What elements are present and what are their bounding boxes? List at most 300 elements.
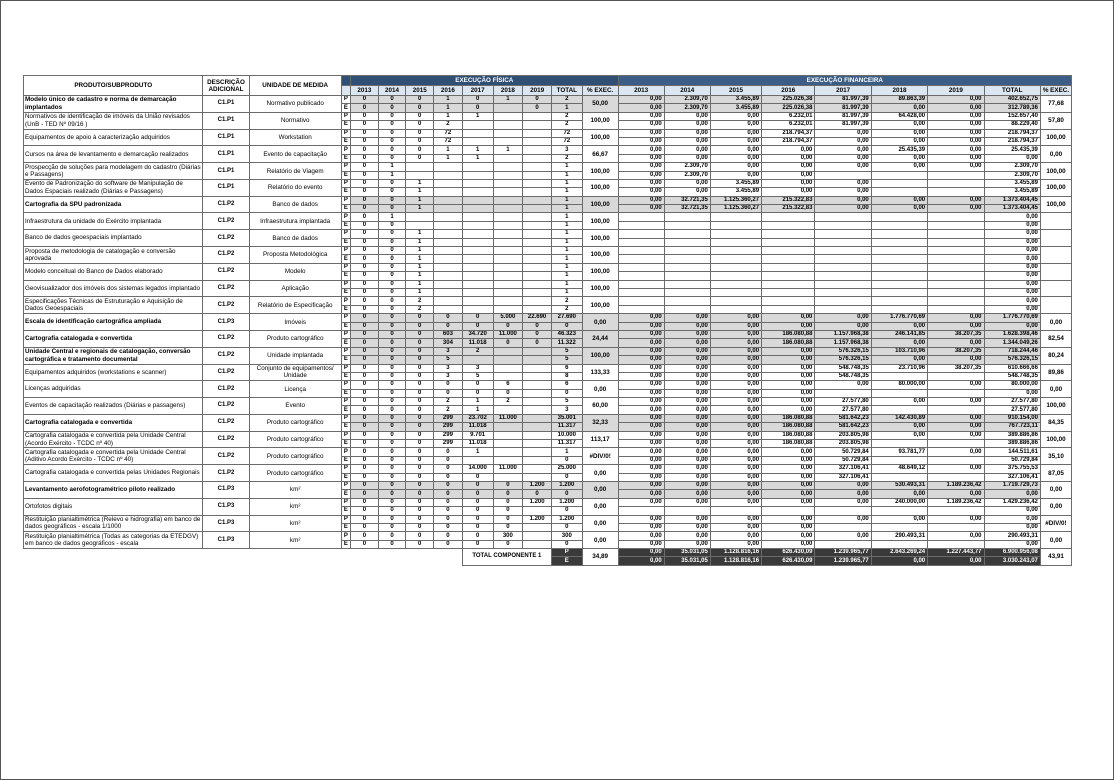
physical-value (493, 112, 523, 120)
financial-value: 0,00 (664, 456, 710, 464)
financial-value: 0,00 (928, 381, 984, 389)
physical-total: 300 (551, 532, 582, 540)
physical-value: 0 (378, 473, 406, 481)
financial-value: 0,00 (762, 356, 815, 364)
financial-value: 0,00 (815, 515, 871, 523)
financial-value: 0,00 (618, 498, 664, 506)
physical-value: 0 (406, 137, 434, 145)
product-name: Cartografia catalogada e convertida pelas Unidades Regionais (24, 465, 203, 482)
physical-total: 1 (551, 255, 582, 263)
financial-value (762, 263, 815, 271)
financial-value (928, 263, 984, 271)
financial-value: 0,00 (618, 104, 664, 112)
financial-pct: 84,35 (1040, 414, 1071, 431)
physical-value: 0 (351, 146, 379, 154)
financial-total: 389.886,86 (984, 440, 1040, 448)
financial-total: 3.455,89 (984, 179, 1040, 187)
physical-value: 0 (351, 498, 379, 506)
physical-value: 0 (378, 179, 406, 187)
financial-value: 0,00 (871, 356, 927, 364)
financial-value (762, 213, 815, 221)
financial-value: 0,00 (928, 146, 984, 154)
financial-value: 50.729,84 (815, 456, 871, 464)
physical-pct: 0,00 (582, 532, 618, 549)
financial-value (664, 247, 710, 255)
physical-value: 0 (434, 473, 463, 481)
physical-value (493, 297, 523, 305)
physical-value: 0 (378, 372, 406, 380)
physical-value (462, 137, 493, 145)
total-financial-value: 1.128.816,16 (710, 549, 761, 557)
unit-of-measure: Normativo (249, 112, 341, 129)
financial-value: 0,00 (618, 96, 664, 104)
financial-value (618, 297, 664, 305)
financial-value: 0,00 (815, 498, 871, 506)
physical-value: 1 (462, 398, 493, 406)
physical-value (523, 205, 552, 213)
physical-value (523, 154, 552, 162)
financial-total: 0,00 (984, 288, 1040, 296)
financial-value: 0,00 (762, 179, 815, 187)
physical-value: 3 (434, 364, 463, 372)
total-financial-value: 35.031,05 (664, 557, 710, 565)
unit-of-measure: Produto cartográfico (249, 448, 341, 465)
financial-value: 0,00 (710, 137, 761, 145)
financial-value: 0,00 (618, 356, 664, 364)
financial-value: 0,00 (664, 490, 710, 498)
financial-value: 48.649,12 (871, 465, 927, 473)
financial-value: 0,00 (618, 112, 664, 120)
financial-pct: 100,00 (1040, 196, 1071, 213)
product-name: Eventos de capacitação realizados (Diárias e passagens) (24, 398, 203, 415)
physical-value (434, 163, 463, 171)
financial-value (815, 523, 871, 531)
financial-total: 910.154,00 (984, 414, 1040, 422)
financial-value: 0,00 (871, 196, 927, 204)
product-name: Levantamento aerofotogramétrico piloto realizado (24, 481, 203, 498)
table-row (24, 96, 1072, 104)
unit-of-measure: Relatório de Especificação (249, 297, 341, 314)
physical-value: 0 (406, 129, 434, 137)
description-code: C1.P2 (203, 330, 249, 347)
physical-value: 2 (406, 297, 434, 305)
financial-value (664, 238, 710, 246)
financial-value: 0,00 (762, 314, 815, 322)
physical-value: 0 (406, 456, 434, 464)
financial-value (618, 288, 664, 296)
physical-value: 0 (351, 96, 379, 104)
financial-value: 0,00 (618, 481, 664, 489)
physical-value: 0 (351, 154, 379, 162)
physical-value (523, 507, 552, 515)
physical-value: 0 (434, 456, 463, 464)
financial-value (928, 406, 984, 414)
plan-exec-marker: P (341, 146, 350, 154)
plan-exec-marker: E (341, 540, 350, 548)
financial-value: 0,00 (928, 205, 984, 213)
header-pct-fisica: % EXEC. (582, 86, 618, 96)
financial-value (618, 280, 664, 288)
financial-value: 0,00 (710, 322, 761, 330)
description-code: C1.P2 (203, 263, 249, 280)
financial-total: 2.309,70 (984, 163, 1040, 171)
physical-value (493, 356, 523, 364)
financial-value: 32.721,35 (664, 205, 710, 213)
product-name: Modelo único de cadastro e norma de demarcação implantados (24, 96, 203, 113)
physical-value: 0 (351, 372, 379, 380)
plan-exec-marker: E (341, 171, 350, 179)
physical-pct: 100,00 (582, 112, 618, 129)
physical-pct: 100,00 (582, 163, 618, 180)
financial-value: 3.455,89 (710, 104, 761, 112)
financial-value: 0,00 (815, 314, 871, 322)
total-financial-value: 2.643.269,24 (871, 549, 927, 557)
physical-value: 1 (406, 280, 434, 288)
financial-total: 402.652,75 (984, 96, 1040, 104)
physical-pct: 0,00 (582, 465, 618, 482)
physical-value (493, 137, 523, 145)
financial-value (928, 188, 984, 196)
physical-value: 0 (351, 414, 379, 422)
total-pe-marker: E (551, 557, 582, 565)
unit-of-measure: Produto cartográfico (249, 431, 341, 448)
plan-exec-marker: E (341, 272, 350, 280)
header-year-financeira: 2014 (664, 86, 710, 96)
physical-value: 0 (351, 263, 379, 271)
plan-exec-marker: P (341, 96, 350, 104)
physical-value (493, 406, 523, 414)
financial-value: 0,00 (664, 347, 710, 355)
financial-value (815, 297, 871, 305)
financial-value (710, 221, 761, 229)
physical-value: 0 (351, 104, 379, 112)
physical-value: 1 (378, 171, 406, 179)
financial-value: 0,00 (664, 540, 710, 548)
physical-value: 0 (351, 205, 379, 213)
physical-value: 2 (434, 121, 463, 129)
financial-value: 0,00 (664, 339, 710, 347)
header-year-fisica: 2018 (493, 86, 523, 96)
financial-value: 0,00 (871, 163, 927, 171)
financial-value: 0,00 (618, 171, 664, 179)
financial-value: 186.080,88 (762, 414, 815, 422)
unit-of-measure: Modelo (249, 263, 341, 280)
physical-value (523, 414, 552, 422)
plan-exec-marker: E (341, 356, 350, 364)
total-financial-total: 3.030.243,07 (984, 557, 1040, 565)
financial-value: 240.000,00 (871, 498, 927, 506)
physical-pct: 100,00 (582, 196, 618, 213)
physical-value: 0 (406, 540, 434, 548)
product-name: Prospecção de soluções para modelagem do cadastro (Diárias e Passagens) (24, 163, 203, 180)
description-code: C1.P2 (203, 213, 249, 230)
physical-value (462, 272, 493, 280)
physical-value: 1 (434, 96, 463, 104)
physical-value: 1 (462, 406, 493, 414)
physical-pct: 50,00 (582, 96, 618, 113)
financial-value: 0,00 (928, 104, 984, 112)
physical-value (493, 129, 523, 137)
financial-value (928, 230, 984, 238)
financial-value: 0,00 (762, 473, 815, 481)
physical-value (434, 238, 463, 246)
unit-of-measure: km² (249, 532, 341, 549)
physical-value (493, 230, 523, 238)
header-year-financeira: 2019 (928, 86, 984, 96)
financial-value: 0,00 (710, 314, 761, 322)
financial-value: 0,00 (664, 389, 710, 397)
physical-value: 0 (351, 473, 379, 481)
product-name: Restituição planialtimétrica (Todas as categorias da ETEDGV) em banco de dados geográficos - escala (24, 532, 203, 549)
financial-value: 0,00 (762, 523, 815, 531)
financial-value (871, 238, 927, 246)
physical-value (493, 238, 523, 246)
table-row (24, 112, 1072, 120)
plan-exec-marker: P (341, 532, 350, 540)
physical-value: 11.000 (493, 465, 523, 473)
product-name: Restituição planialtimétrica (Relevo e hidrografia) em banco de dados geográficos - escala 1/1000 (24, 515, 203, 532)
header-unidade: UNIDADE DE MEDIDA (249, 76, 341, 96)
financial-value: 0,00 (618, 414, 664, 422)
description-code: C1.P1 (203, 146, 249, 163)
physical-pct: 100,00 (582, 247, 618, 264)
unit-of-measure: Banco de dados (249, 196, 341, 213)
financial-value: 0,00 (928, 431, 984, 439)
financial-value (664, 297, 710, 305)
financial-value: 576.326,15 (815, 347, 871, 355)
header-total-financeira: TOTAL (984, 86, 1040, 96)
physical-value: 0 (523, 339, 552, 347)
financial-value (871, 221, 927, 229)
physical-value: 0 (434, 389, 463, 397)
total-financial-value: 626.430,09 (762, 557, 815, 565)
description-code: C1.P1 (203, 96, 249, 113)
financial-value: 6.232,01 (762, 112, 815, 120)
table-row (24, 465, 1072, 473)
physical-total: 72 (551, 129, 582, 137)
financial-value (871, 507, 927, 515)
financial-value: 89.863,39 (871, 96, 927, 104)
physical-total: 8 (551, 372, 582, 380)
physical-total: 5 (551, 347, 582, 355)
physical-value: 0 (493, 523, 523, 531)
financial-value: 0,00 (618, 532, 664, 540)
physical-value: 0 (351, 238, 379, 246)
physical-total: 2 (551, 112, 582, 120)
description-code: C1.P3 (203, 314, 249, 331)
financial-value: 0,00 (618, 398, 664, 406)
financial-value (762, 247, 815, 255)
financial-value: 0,00 (815, 188, 871, 196)
financial-value: 218.794,37 (762, 137, 815, 145)
financial-value: 142.430,89 (871, 414, 927, 422)
physical-total: 2 (551, 297, 582, 305)
header-year-financeira: 2013 (618, 86, 664, 96)
physical-total: 2 (551, 96, 582, 104)
physical-value (434, 196, 463, 204)
financial-value: 81.997,39 (815, 104, 871, 112)
financial-value: 0,00 (710, 129, 761, 137)
financial-value (871, 230, 927, 238)
financial-value: 218.794,37 (762, 129, 815, 137)
financial-value (928, 179, 984, 187)
financial-value (618, 507, 664, 515)
table-row (24, 364, 1072, 372)
physical-value (523, 423, 552, 431)
product-name: Cursos na área de levantamento e demarcação realizados (24, 146, 203, 163)
physical-value: 1 (462, 112, 493, 120)
physical-value: 5 (462, 372, 493, 380)
physical-value (493, 440, 523, 448)
physical-value: 0 (378, 205, 406, 213)
financial-value (871, 456, 927, 464)
financial-pct: 100,00 (1040, 179, 1071, 196)
plan-exec-marker: P (341, 398, 350, 406)
physical-value: 0 (406, 473, 434, 481)
physical-value (523, 272, 552, 280)
physical-value: 0 (378, 230, 406, 238)
physical-value: 1 (406, 263, 434, 271)
plan-exec-marker: P (341, 213, 350, 221)
physical-value: 0 (378, 339, 406, 347)
plan-exec-marker: E (341, 104, 350, 112)
financial-value: 0,00 (710, 372, 761, 380)
unit-of-measure: Proposta Metodológica (249, 247, 341, 264)
physical-value (493, 205, 523, 213)
financial-value: 0,00 (762, 389, 815, 397)
product-name: Geovisualizador dos imóveis dos sistemas legados implantado (24, 280, 203, 297)
plan-exec-marker: E (341, 255, 350, 263)
financial-value (618, 272, 664, 280)
financial-total: 312.789,36 (984, 104, 1040, 112)
financial-pct: 0,00 (1040, 381, 1071, 398)
financial-value (762, 221, 815, 229)
physical-value (493, 104, 523, 112)
financial-value: 3.455,89 (710, 179, 761, 187)
physical-pct: 113,17 (582, 431, 618, 448)
physical-value: 1 (406, 188, 434, 196)
physical-value: 72 (434, 137, 463, 145)
physical-pct: 60,00 (582, 398, 618, 415)
financial-total: 1.628.398,46 (984, 330, 1040, 338)
physical-value: 0 (378, 465, 406, 473)
financial-value: 0,00 (871, 104, 927, 112)
physical-value: 0 (351, 398, 379, 406)
physical-value: 0 (351, 305, 379, 313)
physical-value (462, 288, 493, 296)
financial-value (710, 280, 761, 288)
financial-value: 0,00 (762, 490, 815, 498)
financial-value: 0,00 (871, 137, 927, 145)
financial-value (710, 213, 761, 221)
total-financial-pct: 43,91 (1040, 549, 1071, 566)
physical-value: 0 (351, 137, 379, 145)
physical-value (523, 381, 552, 389)
financial-pct: 89,86 (1040, 364, 1071, 381)
physical-value (523, 238, 552, 246)
physical-value: 0 (523, 96, 552, 104)
unit-of-measure: Aplicação (249, 280, 341, 297)
physical-value: 1 (493, 96, 523, 104)
table-row (24, 448, 1072, 456)
financial-pct: 0,00 (1040, 498, 1071, 515)
financial-value: 0,00 (815, 154, 871, 162)
plan-exec-marker: P (341, 330, 350, 338)
financial-total: 389.886,86 (984, 431, 1040, 439)
physical-value (434, 305, 463, 313)
financial-value: 225.026,38 (762, 104, 815, 112)
physical-value: 0 (351, 431, 379, 439)
physical-value: 0 (378, 221, 406, 229)
financial-value (618, 255, 664, 263)
financial-value: 0,00 (928, 490, 984, 498)
financial-total: 0,00 (984, 238, 1040, 246)
financial-value: 0,00 (664, 465, 710, 473)
financial-value: 50.729,84 (815, 448, 871, 456)
financial-pct (1040, 230, 1071, 247)
physical-value (523, 179, 552, 187)
physical-value (462, 305, 493, 313)
financial-pct: 0,00 (1040, 481, 1071, 498)
financial-value (762, 238, 815, 246)
description-code: C1.P1 (203, 179, 249, 196)
financial-value: 0,00 (871, 121, 927, 129)
unit-of-measure: Licença (249, 381, 341, 398)
physical-value: 0 (406, 406, 434, 414)
physical-value: 0 (378, 272, 406, 280)
physical-value: 0 (462, 104, 493, 112)
physical-value (462, 263, 493, 271)
physical-value (462, 205, 493, 213)
financial-value: 0,00 (710, 456, 761, 464)
physical-value (434, 297, 463, 305)
physical-value: 0 (351, 532, 379, 540)
physical-value: 0 (351, 515, 379, 523)
financial-value: 0,00 (710, 440, 761, 448)
physical-value (523, 196, 552, 204)
physical-value: 0 (351, 330, 379, 338)
financial-value (664, 213, 710, 221)
physical-value: 0 (434, 490, 463, 498)
financial-total: 1.429.236,42 (984, 498, 1040, 506)
financial-value: 1.125.360,27 (710, 205, 761, 213)
physical-value: 0 (434, 381, 463, 389)
physical-value (434, 280, 463, 288)
physical-value: 1 (406, 272, 434, 280)
financial-value: 0,00 (762, 456, 815, 464)
financial-value: 0,00 (618, 431, 664, 439)
financial-value: 0,00 (871, 490, 927, 498)
financial-value: 23.710,96 (871, 364, 927, 372)
financial-value (762, 288, 815, 296)
physical-value: 0 (523, 330, 552, 338)
financial-value: 0,00 (762, 154, 815, 162)
physical-value: 0 (378, 238, 406, 246)
financial-value (762, 230, 815, 238)
physical-value (462, 238, 493, 246)
financial-pct (1040, 280, 1071, 297)
financial-value (928, 473, 984, 481)
financial-value: 548.748,35 (815, 372, 871, 380)
financial-value: 3.455,89 (710, 188, 761, 196)
physical-value: 1.200 (523, 515, 552, 523)
financial-value (762, 297, 815, 305)
financial-value: 0,00 (928, 96, 984, 104)
plan-exec-marker: E (341, 423, 350, 431)
total-financial-value: 0,00 (618, 549, 664, 557)
financial-value (871, 272, 927, 280)
physical-value: 0 (378, 154, 406, 162)
